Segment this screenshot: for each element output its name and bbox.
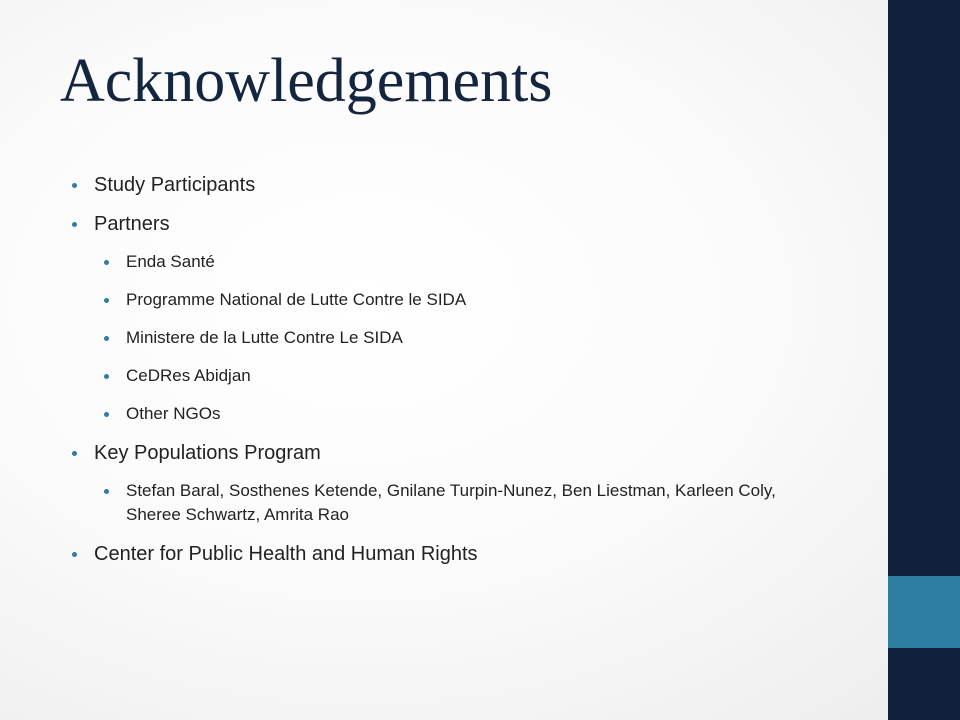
sub-bullet-enda-sante: Enda Santé — [104, 250, 872, 274]
sub-bullet-programme-national: Programme National de Lutte Contre le SIDA — [104, 288, 872, 312]
bullet-center-public-health: Center for Public Health and Human Rights — [72, 541, 872, 567]
bullet-key-populations-program: Key Populations Program — [72, 440, 872, 466]
bullet-list — [72, 172, 872, 580]
bullet-partners: Partners — [72, 211, 872, 237]
sub-bullet-team-names: Stefan Baral, Sosthenes Ketende, Gnilane Turpin-Nunez, Ben Liestman, Karleen Coly, Sheree Schwartz, Amrita Rao — [104, 479, 786, 527]
side-accent-block — [888, 576, 960, 648]
key-populations-sub-list — [72, 479, 872, 527]
partners-sub-list — [72, 250, 872, 426]
slide-title: Acknowledgements — [60, 47, 553, 115]
sub-bullet-other-ngos: Other NGOs — [104, 402, 872, 426]
sub-bullet-cedres-abidjan: CeDRes Abidjan — [104, 364, 872, 388]
bullet-study-participants: Study Participants — [72, 172, 872, 198]
sub-bullet-ministere: Ministere de la Lutte Contre Le SIDA — [104, 326, 872, 350]
